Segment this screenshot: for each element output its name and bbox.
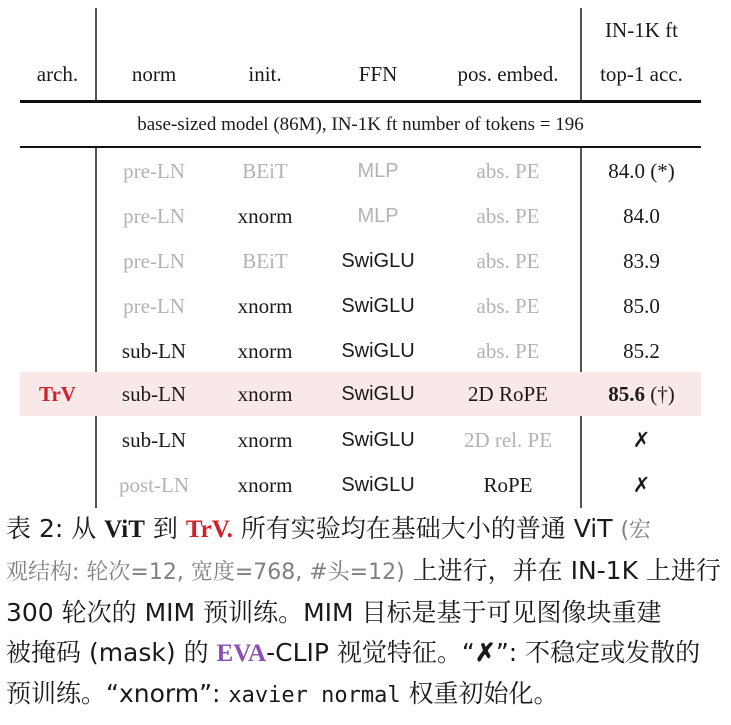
caption-trv: TrV. (185, 516, 233, 543)
cell-pos: 2D rel. PE (463, 428, 553, 452)
cell-pos: abs. PE (476, 159, 540, 183)
cell-ffn: SwiGLU (341, 250, 415, 272)
caption-line (6, 509, 726, 551)
caption-text: 预训练。“xnorm”: (6, 679, 229, 708)
cell-init: BEiT (242, 159, 288, 183)
table-row (20, 149, 701, 193)
cell-pos: 2D RoPE (468, 382, 548, 406)
cell-ffn: SwiGLU (341, 474, 415, 496)
cell-norm: sub-LN (121, 339, 187, 363)
caption-code: xavier normal (228, 683, 401, 708)
caption-text: 表 2: 从 (6, 514, 105, 543)
caption-text-gray: 观结构: 轮次=12, 宽度=768, #头=12) (6, 560, 405, 585)
cell-init: BEiT (242, 249, 288, 273)
table-row (20, 284, 701, 328)
cell-acc: ✗ (632, 428, 651, 452)
divider (95, 8, 97, 100)
cell-pos: abs. PE (476, 339, 540, 363)
cell-init: xnorm (237, 428, 293, 452)
cell-norm: pre-LN (123, 204, 185, 228)
cell-acc: 84.0 (*) (608, 159, 675, 183)
header-norm: norm (131, 62, 177, 86)
caption-text: 被掩码 (mask) 的 (6, 638, 217, 667)
cell-norm: pre-LN (123, 249, 185, 273)
cell-pos: abs. PE (476, 204, 540, 228)
caption-text: -CLIP 视觉特征。“ (266, 638, 475, 667)
caption-text-gray: (宏 (620, 518, 652, 543)
caption-line (6, 674, 726, 716)
caption-text: ”: 不稳定或发散的 (495, 638, 701, 667)
cell-acc: 85.2 (623, 339, 660, 363)
table-row-trv (20, 372, 701, 416)
caption-vit: ViT (104, 516, 145, 543)
results-table (20, 8, 701, 508)
header-acc-line2: top-1 acc. (600, 62, 683, 86)
cell-norm: sub-LN (121, 428, 187, 452)
table-row (20, 239, 701, 283)
cell-acc: 85.0 (623, 294, 660, 318)
caption-text: 上进行，并在 IN-1K 上进行 (404, 556, 721, 585)
header-init: init. (248, 62, 282, 86)
table-row (20, 194, 701, 238)
cell-norm: pre-LN (123, 294, 185, 318)
cell-init: xnorm (237, 294, 293, 318)
cell-ffn: SwiGLU (341, 295, 415, 317)
caption-eva: EVA (216, 640, 267, 667)
header-arch: arch. (36, 62, 79, 86)
cell-arch: TrV (39, 382, 76, 406)
cell-init: xnorm (237, 339, 293, 363)
cell-ffn: MLP (357, 160, 399, 182)
cell-ffn: SwiGLU (341, 340, 415, 362)
cell-pos: RoPE (483, 473, 533, 497)
cell-init: xnorm (237, 204, 293, 228)
cell-pos: abs. PE (476, 249, 540, 273)
header-acc-line1: IN-1K ft (605, 18, 678, 42)
cell-ffn: SwiGLU (341, 383, 415, 405)
cell-acc: 83.9 (623, 249, 660, 273)
caption-line (6, 593, 726, 633)
cell-acc: ✗ (632, 473, 651, 497)
cell-norm: post-LN (119, 473, 189, 497)
cell-ffn: SwiGLU (341, 429, 415, 451)
cell-init: xnorm (237, 382, 293, 406)
caption-text: 到 (144, 514, 186, 543)
header-ffn: FFN (358, 62, 398, 86)
top-rule (20, 100, 701, 103)
section-rule (20, 146, 701, 148)
table-row (20, 463, 701, 507)
caption-line (6, 633, 726, 674)
caption-text: 所有实验均在基础大小的普通 ViT (232, 514, 621, 543)
section-caption: base-sized model (86M), IN-1K ft number of tokens = 196 (137, 114, 584, 135)
divider (580, 8, 582, 100)
acc-note: (†) (650, 382, 675, 406)
table-caption (6, 509, 726, 716)
cell-ffn: MLP (357, 205, 399, 227)
caption-text: 权重初始化。 (400, 679, 559, 708)
caption-x-mark: ✗ (474, 640, 496, 667)
cell-norm: sub-LN (121, 382, 187, 406)
caption-line (6, 551, 726, 593)
table-row (20, 418, 701, 462)
caption-text: 300 轮次的 MIM 预训练。MIM 目标是基于可见图像块重建 (6, 598, 662, 627)
cell-acc: 84.0 (623, 204, 660, 228)
header-pos-embed: pos. embed. (457, 62, 559, 86)
cell-pos: abs. PE (476, 294, 540, 318)
cell-init: xnorm (237, 473, 293, 497)
cell-acc (582, 372, 701, 416)
cell-norm: pre-LN (123, 159, 185, 183)
table-row (20, 329, 701, 373)
acc-value: 85.6 (608, 382, 645, 406)
